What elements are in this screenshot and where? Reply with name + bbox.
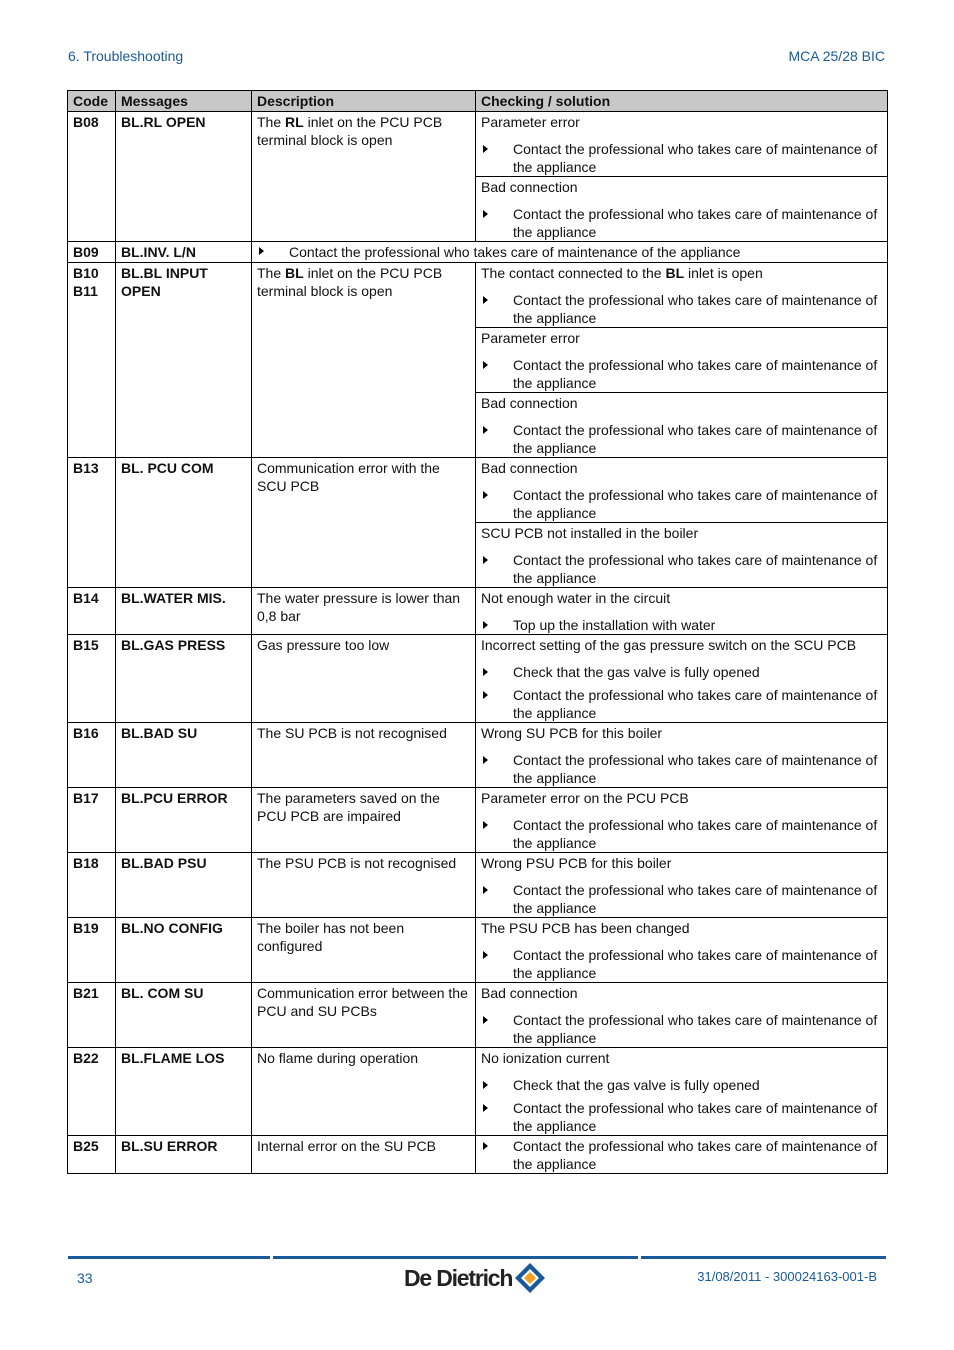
code-cell [68, 1048, 116, 1136]
cause-text-part: Bad connection [481, 460, 578, 476]
checking-cell [476, 458, 888, 588]
message-cell: BL.INV. L/N [116, 242, 252, 263]
description-text: Gas pressure too low [257, 637, 390, 653]
action-item [481, 1137, 882, 1173]
cause-text [481, 636, 882, 654]
checking-cell [476, 853, 888, 918]
message-cell: BL.FLAME LOS [116, 1048, 252, 1136]
logo-wordmark: De Dietrich [404, 1264, 513, 1291]
cause-block [476, 788, 887, 852]
action-text: Contact the professional who takes care of maintenance of the appliance [513, 947, 878, 981]
bullet-arrow-icon [483, 361, 488, 369]
cause-text [481, 329, 882, 347]
cause-text-part: Bad connection [481, 395, 578, 411]
error-code: B25 [73, 1138, 99, 1154]
checking-cell [476, 723, 888, 788]
error-code: B10 [73, 265, 99, 281]
error-code: B22 [73, 1050, 99, 1066]
action-text: Contact the professional who takes care of maintenance of the appliance [513, 487, 878, 521]
action-text: Contact the professional who takes care of maintenance of the appliance [513, 752, 878, 786]
cause-text [481, 1049, 882, 1067]
action-text: Contact the professional who takes care of maintenance of the appliance [513, 206, 878, 240]
error-code: B13 [73, 460, 99, 476]
action-item [481, 881, 882, 917]
column-header: Code [68, 91, 116, 112]
code-cell [68, 723, 116, 788]
checking-cell [476, 588, 888, 635]
action-text: Contact the professional who takes care of maintenance of the appliance [513, 1012, 878, 1046]
bullet-arrow-icon [483, 556, 488, 564]
cause-text-part: No ionization current [481, 1050, 610, 1066]
checking-cell [476, 788, 888, 853]
description-text: The PSU PCB is not recognised [257, 855, 457, 871]
cause-text-part: Bad connection [481, 985, 578, 1001]
checking-cell [476, 112, 888, 242]
cause-text [481, 524, 882, 542]
bullet-arrow-icon [259, 247, 264, 255]
cause-text [481, 113, 882, 131]
table-row [68, 853, 888, 918]
description-cell [252, 983, 476, 1048]
action-text: Contact the professional who takes care of maintenance of the appliance [513, 422, 878, 456]
table-row [68, 242, 888, 263]
description-text: The boiler has not been configured [257, 920, 405, 954]
code-cell [68, 242, 116, 263]
cause-block [476, 918, 887, 982]
table-row [68, 788, 888, 853]
description-text: Communication error between the PCU and SU PCBs [257, 985, 468, 1019]
checking-cell [476, 983, 888, 1048]
action-text: Contact the professional who takes care of maintenance of the appliance [513, 882, 878, 916]
action-item [481, 356, 882, 392]
column-header: Checking / solution [476, 91, 888, 112]
description-cell [252, 723, 476, 788]
footer-rule [68, 1256, 886, 1259]
error-code: B08 [73, 114, 99, 130]
product-name: MCA 25/28 BIC [788, 48, 885, 64]
cause-text [481, 178, 882, 196]
description-cell [252, 112, 476, 242]
bullet-arrow-icon [483, 756, 488, 764]
cause-block [476, 983, 887, 1047]
code-cell [68, 588, 116, 635]
action-item [481, 816, 882, 852]
bullet-arrow-icon [483, 691, 488, 699]
description-text: No flame during operation [257, 1050, 419, 1066]
checking-cell [476, 918, 888, 983]
page-number: 33 [77, 1270, 93, 1286]
code-cell [68, 635, 116, 723]
action-item [481, 1099, 882, 1135]
bullet-arrow-icon [483, 886, 488, 894]
table-row [68, 723, 888, 788]
action-item [481, 551, 882, 587]
bullet-arrow-icon [483, 491, 488, 499]
message-cell: BL.GAS PRESS [116, 635, 252, 723]
table-row [68, 1136, 888, 1174]
cause-text-part: Parameter error [481, 114, 580, 130]
table-row [68, 1048, 888, 1136]
cause-block [476, 1136, 887, 1173]
table-row [68, 263, 888, 458]
action-text: Contact the professional who takes care of maintenance of the appliance [513, 357, 878, 391]
bullet-arrow-icon [483, 210, 488, 218]
action-item [481, 751, 882, 787]
table-row [68, 458, 888, 588]
bullet-arrow-icon [483, 426, 488, 434]
message-cell: BL.RL OPEN [116, 112, 252, 242]
description-cell [252, 853, 476, 918]
document-reference: 31/08/2011 - 300024163-001-B [697, 1269, 877, 1284]
cause-text [481, 459, 882, 477]
cause-text [481, 264, 882, 282]
action-item [481, 663, 882, 681]
action-text: Contact the professional who takes care of maintenance of the appliance [513, 687, 878, 721]
cause-block [476, 458, 887, 522]
action-item [481, 486, 882, 522]
description-text: The parameters saved on the PCU PCB are impaired [257, 790, 440, 824]
cause-text-part: Parameter error on the PCU PCB [481, 790, 689, 806]
action-text: Contact the professional who takes care of maintenance of the appliance [513, 817, 878, 851]
message-cell: BL.BAD PSU [116, 853, 252, 918]
error-code: B17 [73, 790, 99, 806]
cause-block [476, 327, 887, 392]
message-cell: BL.BAD SU [116, 723, 252, 788]
action-item [481, 686, 882, 722]
cause-block [476, 723, 887, 787]
cause-text-part: Wrong SU PCB for this boiler [481, 725, 663, 741]
cause-block [476, 522, 887, 587]
brand-logo [404, 1262, 546, 1294]
description-cell [252, 788, 476, 853]
description-cell [252, 635, 476, 723]
description-text: inlet on the PCU PCB terminal block is open [257, 114, 443, 148]
error-code: B09 [73, 244, 99, 260]
cause-text-part: Wrong PSU PCB for this boiler [481, 855, 672, 871]
cause-text [481, 589, 882, 607]
section-title: 6. Troubleshooting [68, 48, 184, 64]
bullet-arrow-icon [483, 296, 488, 304]
checking-cell [476, 635, 888, 723]
table-row [68, 983, 888, 1048]
description-text: RL [285, 114, 304, 130]
troubleshooting-table [67, 90, 888, 1174]
description-cell [252, 1136, 476, 1174]
checking-cell [476, 263, 888, 458]
code-cell [68, 788, 116, 853]
action-item [481, 1076, 882, 1094]
error-code: B16 [73, 725, 99, 741]
error-code: B21 [73, 985, 99, 1001]
message-cell: BL.BL INPUT OPEN [116, 263, 252, 458]
cause-block [476, 176, 887, 241]
code-cell [68, 112, 116, 242]
error-code: B14 [73, 590, 99, 606]
column-header: Description [252, 91, 476, 112]
bullet-arrow-icon [483, 1081, 488, 1089]
cause-text-part: Incorrect setting of the gas pressure switch on the SCU PCB [481, 637, 857, 653]
error-code: B18 [73, 855, 99, 871]
description-cell [252, 263, 476, 458]
action-item [481, 291, 882, 327]
column-header: Messages [116, 91, 252, 112]
table-row [68, 918, 888, 983]
action-text: Top up the installation with water [513, 617, 716, 633]
description-cell [252, 1048, 476, 1136]
code-cell [68, 458, 116, 588]
description-text: The [257, 114, 286, 130]
action-text: Contact the professional who takes care of maintenance of the appliance [513, 141, 878, 175]
action-text: Contact the professional who takes care of maintenance of the appliance [513, 292, 878, 326]
action-item [481, 946, 882, 982]
action-item [481, 140, 882, 176]
description-text: Internal error on the SU PCB [257, 1138, 436, 1154]
action-item [481, 616, 882, 634]
cause-block [476, 1048, 887, 1135]
description-text: BL [285, 265, 304, 281]
table-row [68, 112, 888, 242]
table-header-row [68, 91, 888, 112]
cause-block [476, 392, 887, 457]
bullet-arrow-icon [483, 668, 488, 676]
action-item [481, 1011, 882, 1047]
description-cell [252, 918, 476, 983]
action-text: Contact the professional who takes care of maintenance of the appliance [513, 552, 878, 586]
checking-cell [476, 1048, 888, 1136]
message-cell: BL.WATER MIS. [116, 588, 252, 635]
message-cell: BL. COM SU [116, 983, 252, 1048]
cause-text [481, 984, 882, 1002]
bullet-arrow-icon [483, 145, 488, 153]
error-code: B19 [73, 920, 99, 936]
bullet-arrow-icon [483, 821, 488, 829]
action-text: Contact the professional who takes care of maintenance of the appliance [513, 1138, 878, 1172]
description-text: inlet on the PCU PCB terminal block is open [257, 265, 443, 299]
cause-text-part: The contact connected to the [481, 265, 666, 281]
message-cell: BL.NO CONFIG [116, 918, 252, 983]
message-cell: BL.PCU ERROR [116, 788, 252, 853]
description-cell [252, 458, 476, 588]
bullet-arrow-icon [483, 621, 488, 629]
checking-cell [476, 1136, 888, 1174]
action-text: Check that the gas valve is fully opened [513, 664, 760, 680]
description-cell [252, 588, 476, 635]
cause-text [481, 394, 882, 412]
table-row [68, 635, 888, 723]
cause-text-part: SCU PCB not installed in the boiler [481, 525, 699, 541]
description-text: The [257, 265, 286, 281]
action-text: Contact the professional who takes care of maintenance of the appliance [289, 244, 741, 260]
action-item [481, 421, 882, 457]
bullet-arrow-icon [483, 1142, 488, 1150]
cause-text-part: Not enough water in the circuit [481, 590, 671, 606]
bullet-arrow-icon [483, 1016, 488, 1024]
code-cell [68, 918, 116, 983]
error-code: B15 [73, 637, 99, 653]
merged-solution-cell [252, 242, 888, 263]
bullet-arrow-icon [483, 1104, 488, 1112]
description-text: Communication error with the SCU PCB [257, 460, 440, 494]
code-cell [68, 983, 116, 1048]
cause-block [476, 263, 887, 327]
description-text: The water pressure is lower than 0,8 bar [257, 590, 461, 624]
action-item [481, 205, 882, 241]
cause-block [476, 588, 887, 634]
error-code: B11 [73, 283, 98, 299]
cause-block [476, 112, 887, 176]
code-cell [68, 263, 116, 458]
cause-text-part: Parameter error [481, 330, 580, 346]
cause-text-part: Bad connection [481, 179, 578, 195]
cause-text [481, 789, 882, 807]
description-text: The SU PCB is not recognised [257, 725, 447, 741]
cause-block [476, 635, 887, 722]
code-cell [68, 853, 116, 918]
cause-text [481, 854, 882, 872]
code-cell [68, 1136, 116, 1174]
cause-text-part: The PSU PCB has been changed [481, 920, 690, 936]
table-row [68, 588, 888, 635]
message-cell: BL. PCU COM [116, 458, 252, 588]
cause-block [476, 853, 887, 917]
cause-text [481, 919, 882, 937]
action-text: Check that the gas valve is fully opened [513, 1077, 760, 1093]
cause-text [481, 724, 882, 742]
action-text: Contact the professional who takes care of maintenance of the appliance [513, 1100, 878, 1134]
diamond-logo-icon [514, 1262, 546, 1294]
message-cell: BL.SU ERROR [116, 1136, 252, 1174]
cause-text-part: BL [665, 265, 685, 281]
bullet-arrow-icon [483, 951, 488, 959]
cause-text-part: inlet is open [684, 265, 763, 281]
